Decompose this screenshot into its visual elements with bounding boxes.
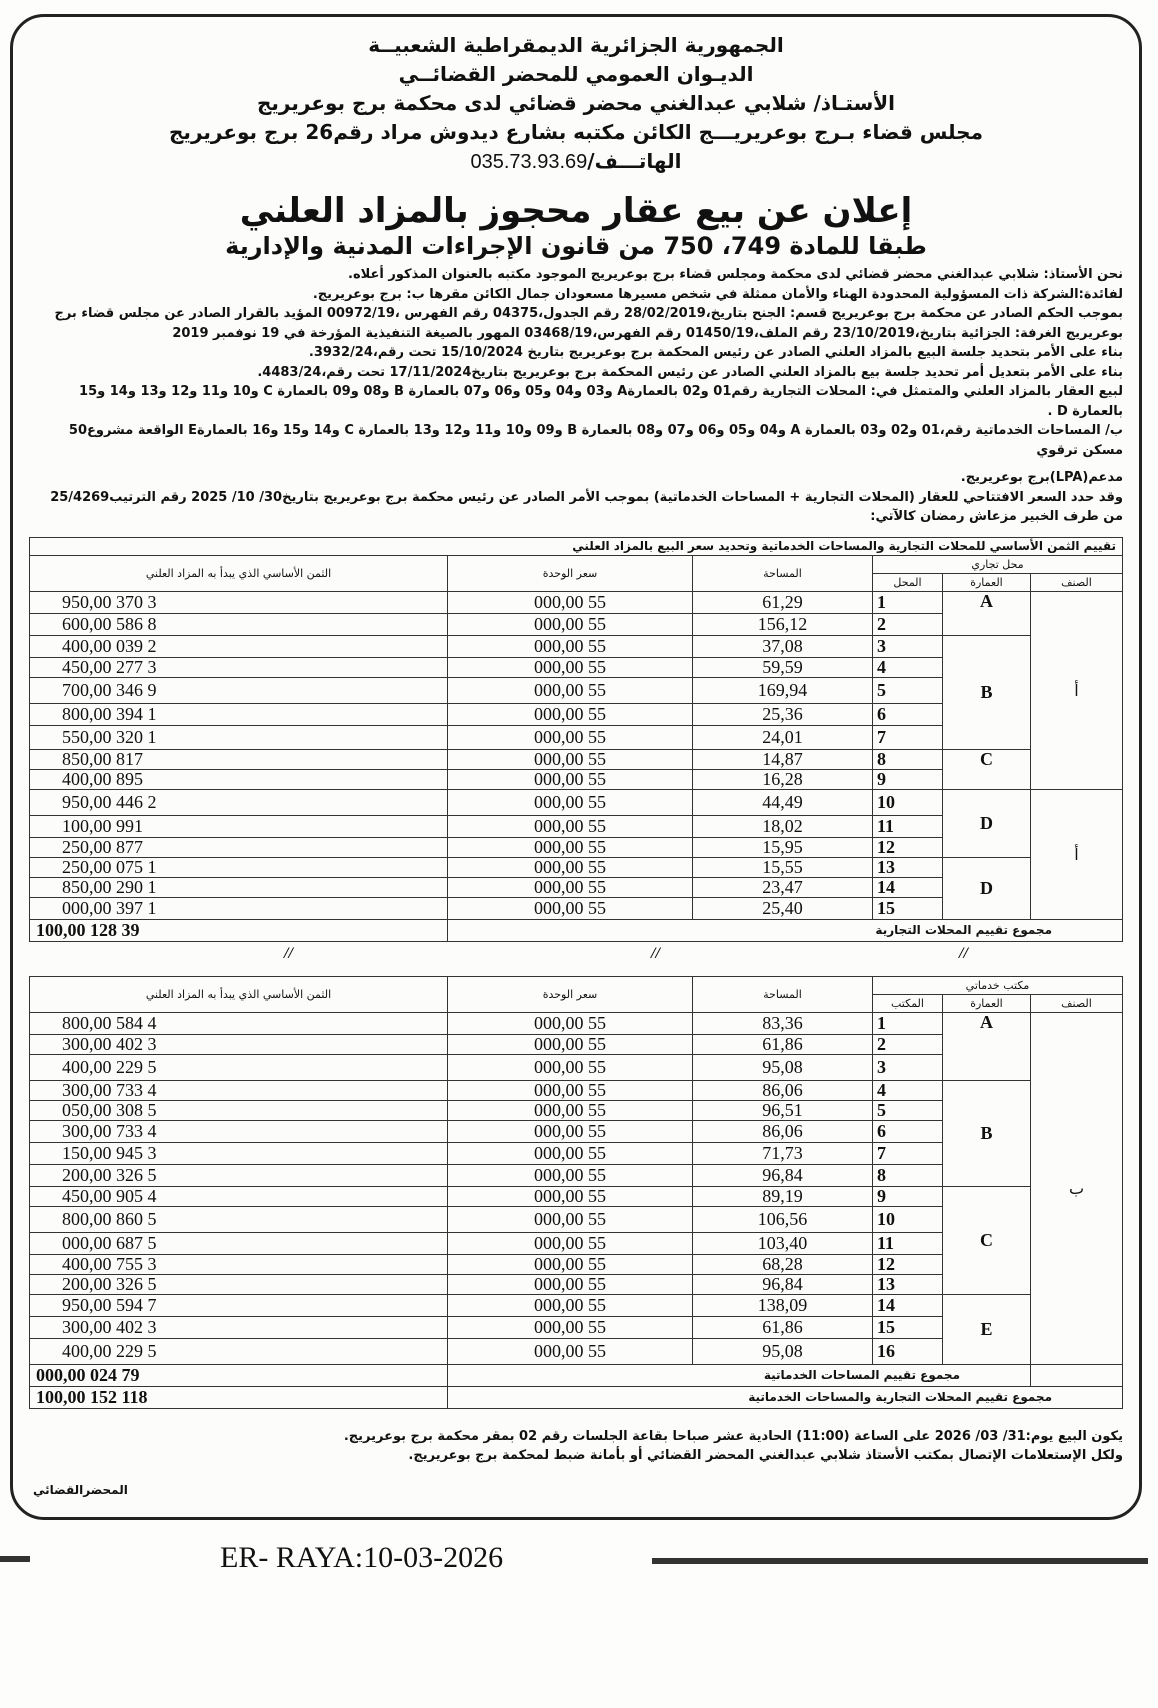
- unit-price-cell: 55 000,00: [447, 1316, 692, 1338]
- base-price-cell: 4 905 450,00: [30, 1186, 448, 1206]
- unit-number-cell: 13: [873, 857, 943, 877]
- area-cell: 18,02: [693, 815, 873, 837]
- unit-number-cell: 3: [873, 635, 943, 657]
- table-row: [30, 857, 1123, 877]
- unit-number-cell: 11: [873, 815, 943, 837]
- base-price-cell: 895 400,00: [30, 769, 448, 789]
- office-number-cell: 7: [872, 1142, 942, 1164]
- unit-price-cell: 55 000,00: [447, 1294, 692, 1316]
- total-row: [30, 1364, 1123, 1386]
- category-cell: أ: [1031, 591, 1123, 789]
- unit-price-cell: 55 000,00: [447, 1054, 692, 1080]
- building-cell: D: [943, 857, 1031, 919]
- publication-bar: [0, 1534, 1158, 1580]
- unit-price-cell: 55 000,00: [448, 677, 693, 703]
- base-price-cell: 5 229 400,00: [30, 1054, 448, 1080]
- area-cell: 95,08: [692, 1338, 872, 1364]
- base-price-cell: 5 687 000,00: [30, 1232, 448, 1254]
- area-cell: 23,47: [693, 877, 873, 897]
- body-paragraph: بناء على الأمر بتعديل أمر تحديد جلسة بيع بالمزاد العلني الصادر عن رئيس المحكمة برج بوعريريج بتاريخ17/11/2024 تحت رقم،4483/24.: [257, 364, 1123, 380]
- base-price-cell: 5 860 800,00: [30, 1206, 448, 1232]
- base-price-cell: 2 446 950,00: [30, 789, 448, 815]
- unit-number-cell: 8: [873, 749, 943, 769]
- area-cell: 138,09: [692, 1294, 872, 1316]
- service-offices-section: [29, 976, 1123, 1409]
- total-label: مجموع تقييم المحلات التجارية: [448, 919, 1123, 941]
- unit-price-cell: 55 000,00: [447, 1254, 692, 1274]
- base-price-cell: 4 733 300,00: [30, 1120, 448, 1142]
- unit-price-cell: 55 000,00: [448, 749, 693, 769]
- base-price-cell: 7 594 950,00: [30, 1294, 448, 1316]
- unit-price-cell: 55 000,00: [447, 1100, 692, 1120]
- body-paragraph: بوعريريج الغرفة: الجزائية بتاريخ،23/10/2019 رقم الملف،01450/19 رقم الفهرس،03468/19 المهور بالصيغة التنفيذية المؤرخة في 19 نوفمبر 2019: [172, 325, 1123, 341]
- unit-number-cell: 5: [873, 677, 943, 703]
- header-unit-price: سعر الوحدة: [448, 555, 693, 591]
- body-paragraph: لبيع العقار بالمزاد العلني والمتمثل في: المحلات التجارية رقم01 و02 بالعمارةA و03 و04 و05 و06 و07 بالعمارة B و08 و09 بالعمارة C و10 و11 و12 و13 و14 و15 بالعمارة D .: [79, 384, 1123, 419]
- header-base-price: الثمن الأساسي الذي يبدأ به المزاد العلني: [30, 555, 448, 591]
- office-number-cell: 15: [872, 1316, 942, 1338]
- table-caption: تقييم الثمن الأساسي للمحلات التجارية والمساحات الخدماتية وتحديد سعر البيع بالمزاد العلني: [30, 537, 1123, 555]
- area-cell: 96,84: [692, 1164, 872, 1186]
- unit-number-cell: 10: [873, 789, 943, 815]
- base-price-cell: 817 850,00: [30, 749, 448, 769]
- header-area: المساحة: [693, 555, 873, 591]
- separator-mark: //: [284, 944, 293, 962]
- unit-price-cell: 55 000,00: [448, 897, 693, 919]
- unit-price-cell: 55 000,00: [447, 1164, 692, 1186]
- commercial-shops-section: [29, 537, 1123, 942]
- total-label: مجموع تقييم المساحات الخدماتية: [447, 1364, 1030, 1386]
- letterhead: [29, 31, 1123, 177]
- body-paragraph: بموجب الحكم الصادر عن محكمة برج بوعريريج قسم: الجنح بتاريخ،28/02/2019 رقم الجدول،04375 رقم الفهرس ،00972/19 المؤيد بالقرار الصادر عن مجلس قضاء برج: [54, 306, 1123, 321]
- notice-subtitle: طبقا للمادة 749، 750 من قانون الإجراءات المدنية والإدارية: [225, 232, 927, 260]
- unit-price-cell: 55 000,00: [447, 1338, 692, 1364]
- area-cell: 61,86: [692, 1034, 872, 1054]
- unit-price-cell: 55 000,00: [447, 1012, 692, 1034]
- base-price-cell: 1 290 850,00: [30, 877, 448, 897]
- area-cell: 25,40: [693, 897, 873, 919]
- unit-number-cell: 1: [873, 591, 943, 613]
- separator-row: [29, 944, 1123, 966]
- building-cell: D: [943, 789, 1031, 857]
- header-area: المساحة: [692, 976, 872, 1012]
- base-price-cell: 1 320 550,00: [30, 725, 448, 749]
- office-number-cell: 12: [872, 1254, 942, 1274]
- area-cell: 24,01: [693, 725, 873, 749]
- unit-price-cell: 55 000,00: [448, 725, 693, 749]
- base-price-cell: 1 394 800,00: [30, 703, 448, 725]
- unit-price-cell: 55 000,00: [448, 769, 693, 789]
- area-cell: 169,94: [693, 677, 873, 703]
- notice-title: إعلان عن بيع عقار محجوز بالمزاد العلني: [239, 191, 913, 231]
- phone-line: [29, 147, 1123, 177]
- office-name: الديـوان العمومي للمحضر القضائــي: [398, 62, 754, 86]
- total-value: 79 024 000,00: [30, 1364, 448, 1386]
- header-building: العمارة: [943, 994, 1031, 1012]
- separator-mark: //: [651, 944, 660, 962]
- publication-reference: ER- RAYA:10-03-2026: [220, 1540, 504, 1574]
- area-cell: 44,49: [693, 789, 873, 815]
- office-number-cell: 10: [872, 1206, 942, 1232]
- office-number-cell: 11: [872, 1232, 942, 1254]
- base-price-cell: 3 755 400,00: [30, 1254, 448, 1274]
- body-paragraph: لفائدة:الشركة ذات المسؤولية المحدودة الهناء والأمان ممثلة في شخص مسيرها مسعودان جمال الكائن مقرها ب: برج بوعريريج.: [312, 286, 1123, 302]
- unit-price-cell: 55 000,00: [447, 1142, 692, 1164]
- signature: المحضرالقضائي: [33, 1482, 128, 1497]
- service-offices-table: [29, 976, 1123, 1409]
- office-number-cell: 6: [872, 1120, 942, 1142]
- base-price-cell: 4 733 300,00: [30, 1080, 448, 1100]
- grand-total-label: مجموع تقييم المحلات التجارية والمساحات الخدماتية: [447, 1386, 1122, 1408]
- unit-number-cell: 4: [873, 657, 943, 677]
- area-cell: 103,40: [692, 1232, 872, 1254]
- office-number-cell: 13: [872, 1274, 942, 1294]
- office-number-cell: 9: [872, 1186, 942, 1206]
- office-address: مجلس قضاء بـرج بوعريريـــج الكائن مكتبه بشارع ديدوش مراد رقم26 برج بوعريريج: [169, 120, 983, 144]
- table-row: [30, 749, 1123, 769]
- base-price-cell: 991 100,00: [30, 815, 448, 837]
- phone-label: الهاتـــف/: [587, 149, 682, 173]
- building-cell: C: [943, 1186, 1031, 1294]
- separator-mark: //: [959, 944, 968, 962]
- base-price-cell: 3 402 300,00: [30, 1034, 448, 1054]
- office-number-cell: 1: [872, 1012, 942, 1034]
- unit-number-cell: 7: [873, 725, 943, 749]
- unit-number-cell: 12: [873, 837, 943, 857]
- office-number-cell: 2: [872, 1034, 942, 1054]
- table-row: [30, 1012, 1123, 1034]
- unit-price-cell: 55 000,00: [447, 1232, 692, 1254]
- building-cell: E: [943, 1294, 1031, 1364]
- base-price-cell: 5 326 200,00: [30, 1274, 448, 1294]
- decorative-rule: [652, 1558, 1148, 1564]
- unit-number-cell: 9: [873, 769, 943, 789]
- table-row: [30, 1080, 1123, 1100]
- sale-details: [29, 1427, 1123, 1465]
- base-price-cell: 877 250,00: [30, 837, 448, 857]
- area-cell: 86,06: [692, 1080, 872, 1100]
- table-row: [30, 1186, 1123, 1206]
- office-number-cell: 3: [872, 1054, 942, 1080]
- unit-price-cell: 55 000,00: [447, 1206, 692, 1232]
- office-number-cell: 4: [872, 1080, 942, 1100]
- header-unit-price: سعر الوحدة: [447, 976, 692, 1012]
- unit-price-cell: 55 000,00: [448, 591, 693, 613]
- unit-number-cell: 14: [873, 877, 943, 897]
- area-cell: 96,51: [692, 1100, 872, 1120]
- header-unit-no: المحل: [873, 573, 943, 591]
- unit-price-cell: 55 000,00: [447, 1080, 692, 1100]
- area-cell: 89,19: [692, 1186, 872, 1206]
- base-price-cell: 5 308 050,00: [30, 1100, 448, 1120]
- body-paragraph: نحن الأستاذ: شلابي عبدالغني محضر قضائي لدى محكمة ومجلس قضاء برج بوعريريج الموجود مكتبه بالعنوان المذكور أعلاه.: [348, 267, 1123, 282]
- office-number-cell: 5: [872, 1100, 942, 1120]
- header-unit-no: المكتب: [872, 994, 942, 1012]
- area-cell: 37,08: [693, 635, 873, 657]
- header-category: الصنف: [1031, 573, 1123, 591]
- area-cell: 16,28: [693, 769, 873, 789]
- base-price-cell: 3 402 300,00: [30, 1316, 448, 1338]
- unit-price-cell: 55 000,00: [448, 837, 693, 857]
- notice-frame: [10, 14, 1142, 1520]
- area-cell: 61,29: [693, 591, 873, 613]
- unit-price-cell: 55 000,00: [448, 789, 693, 815]
- unit-price-cell: 55 000,00: [447, 1034, 692, 1054]
- empty-cell: [1031, 1364, 1123, 1386]
- header-category: الصنف: [1031, 994, 1123, 1012]
- category-cell: ب: [1031, 1012, 1123, 1364]
- body-paragraph: وقد حدد السعر الافتتاحي للعقار (المحلات التجارية + المساحات الخدماتية) بموجب الأمر الصادر عن رئيس محكمة برج بوعريريج بتاريخ30/ 10/ 2025 رقم الترتيب25/4269: [50, 489, 1123, 505]
- base-price-cell: 3 370 950,00: [30, 591, 448, 613]
- bailiff-name: الأستـاذ/ شلابي عبدالغني محضر قضائي لدى محكمة برج بوعريريج: [257, 91, 895, 115]
- building-cell: C: [943, 749, 1031, 789]
- office-number-cell: 16: [872, 1338, 942, 1364]
- body-paragraph: من طرف الخبير مزعاش رمضان كالآتي:: [870, 509, 1123, 524]
- decorative-rule: [0, 1556, 30, 1562]
- body-paragraph: ب/ المساحات الخدماتية رقم،01 و02 و03 بالعمارة A و04 و05 و06 و07 و08 بالعمارة B و09 و10 و11 و12 و13 بالعمارة C و14 و15 و16 بالعمارةE الواقعة مشروع50 مسكن ترقوي: [68, 423, 1123, 458]
- header-building: العمارة: [943, 573, 1031, 591]
- area-cell: 25,36: [693, 703, 873, 725]
- office-number-cell: 8: [872, 1164, 942, 1186]
- building-cell: A: [943, 591, 1031, 635]
- header-base-price: الثمن الأساسي الذي يبدأ به المزاد العلني: [30, 976, 448, 1012]
- unit-price-cell: 55 000,00: [447, 1120, 692, 1142]
- commercial-shops-table: [29, 537, 1123, 942]
- unit-price-cell: 55 000,00: [448, 815, 693, 837]
- base-price-cell: 8 586 600,00: [30, 613, 448, 635]
- total-row: [30, 919, 1123, 941]
- area-cell: 96,84: [692, 1274, 872, 1294]
- base-price-cell: 1 075 250,00: [30, 857, 448, 877]
- unit-number-cell: 6: [873, 703, 943, 725]
- unit-price-cell: 55 000,00: [448, 613, 693, 635]
- unit-price-cell: 55 000,00: [447, 1274, 692, 1294]
- area-cell: 68,28: [692, 1254, 872, 1274]
- category-cell: أ: [1031, 789, 1123, 919]
- area-cell: 15,95: [693, 837, 873, 857]
- base-price-cell: 5 229 400,00: [30, 1338, 448, 1364]
- unit-number-cell: 15: [873, 897, 943, 919]
- area-cell: 61,86: [692, 1316, 872, 1338]
- sale-date-line: يكون البيع يوم:31/ 03/ 2026 على الساعة (11:00) الحادية عشر صباحا بقاعة الجلسات رقم 02 بمقر محكمة برج بوعريريج.: [343, 1428, 1123, 1444]
- table-row: [30, 635, 1123, 657]
- body-paragraph: مدعم(LPA)برج بوعريريج.: [960, 470, 1123, 485]
- base-price-cell: 3 277 450,00: [30, 657, 448, 677]
- area-cell: 71,73: [692, 1142, 872, 1164]
- contact-line: ولكل الإستعلامات الإتصال بمكتب الأستاذ شلابي عبدالغني المحضر القضائي أو بأمانة ضبط لمحكمة برج بوعريريج.: [408, 1447, 1123, 1463]
- unit-price-cell: 55 000,00: [448, 635, 693, 657]
- building-cell: A: [943, 1012, 1031, 1080]
- base-price-cell: 4 584 800,00: [30, 1012, 448, 1034]
- area-cell: 15,55: [693, 857, 873, 877]
- unit-price-cell: 55 000,00: [448, 657, 693, 677]
- base-price-cell: 5 326 200,00: [30, 1164, 448, 1186]
- header-shop-group: محل تجاري: [873, 555, 1123, 573]
- unit-price-cell: 55 000,00: [448, 703, 693, 725]
- unit-price-cell: 55 000,00: [448, 857, 693, 877]
- base-price-cell: 2 039 400,00: [30, 635, 448, 657]
- grand-total-row: [30, 1386, 1123, 1408]
- area-cell: 83,36: [692, 1012, 872, 1034]
- base-price-cell: 9 346 700,00: [30, 677, 448, 703]
- area-cell: 106,56: [692, 1206, 872, 1232]
- office-number-cell: 14: [872, 1294, 942, 1316]
- area-cell: 95,08: [692, 1054, 872, 1080]
- table-row: [30, 591, 1123, 613]
- area-cell: 59,59: [693, 657, 873, 677]
- grand-total-value: 118 152 100,00: [30, 1386, 448, 1408]
- base-price-cell: 1 397 000,00: [30, 897, 448, 919]
- building-cell: B: [943, 1080, 1031, 1186]
- republic-name: الجمهورية الجزائرية الديمقراطية الشعبيــة: [368, 33, 784, 57]
- table-row: [30, 789, 1123, 815]
- phone-number: 035.73.93.69: [470, 151, 588, 173]
- building-cell: B: [943, 635, 1031, 749]
- notice-body: [29, 265, 1123, 527]
- area-cell: 156,12: [693, 613, 873, 635]
- unit-price-cell: 55 000,00: [447, 1186, 692, 1206]
- total-value: 39 128 100,00: [30, 919, 448, 941]
- header-office-group: مكتب خدماتي: [872, 976, 1122, 994]
- unit-price-cell: 55 000,00: [448, 877, 693, 897]
- area-cell: 86,06: [692, 1120, 872, 1142]
- body-paragraph: بناء على الأمر بتحديد جلسة البيع بالمزاد العلني الصادر عن رئيس المحكمة برج بوعريريج بتاريخ 15/10/2024 تحت رقم،3932/24.: [308, 345, 1123, 360]
- table-row: [30, 1294, 1123, 1316]
- base-price-cell: 3 945 150,00: [30, 1142, 448, 1164]
- area-cell: 14,87: [693, 749, 873, 769]
- unit-number-cell: 2: [873, 613, 943, 635]
